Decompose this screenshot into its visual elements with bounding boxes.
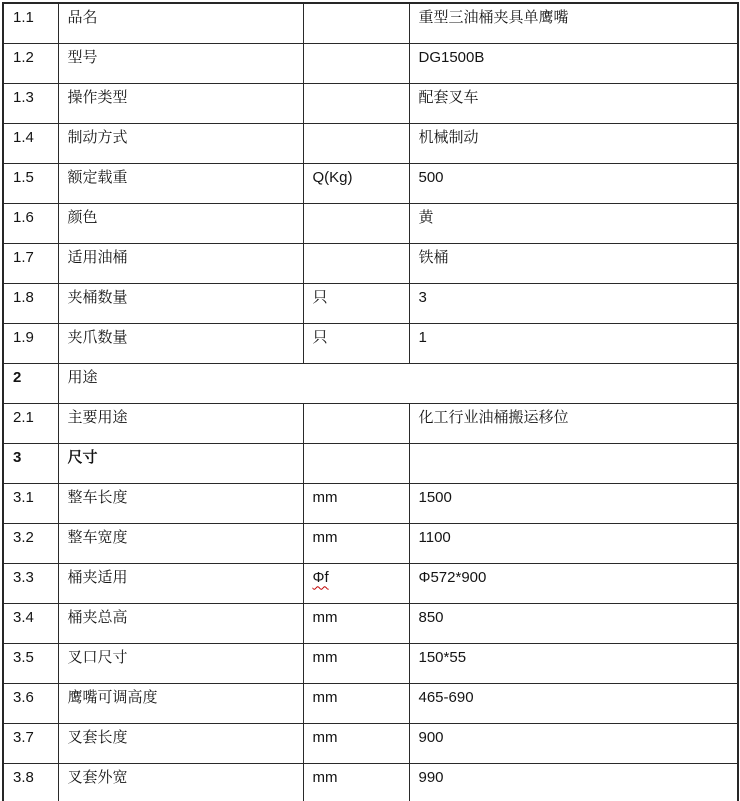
value-cell [409,323,738,363]
row-number-cell-text: 2 [13,368,22,386]
spec-name-cell [58,123,303,163]
unit-cell [303,403,409,443]
value-cell-text: 1 [418,328,427,346]
unit-cell [303,83,409,123]
unit-cell [303,603,409,643]
value-cell [409,123,738,163]
spec-name-cell [58,403,303,443]
unit-cell-text: mm [312,688,338,706]
value-cell-text: 3 [418,288,427,306]
value-cell-text: 铁桶 [418,248,449,266]
spec-name-cell-text: 叉套长度 [67,728,128,746]
row-number-cell [3,523,58,563]
table-row [3,283,738,323]
unit-cell [303,323,409,363]
value-cell [409,643,738,683]
value-cell [409,243,738,283]
table-row [3,683,738,723]
value-cell [409,203,738,243]
spec-name-cell-text: 品名 [67,9,98,26]
table-row [3,723,738,763]
value-cell [409,563,738,603]
row-number-cell [3,603,58,643]
value-cell-text: 重型三油桶夹具单鹰嘴 [418,9,569,26]
product-spec-table [2,2,739,801]
row-number-cell-text: 3.3 [13,568,34,586]
value-cell [409,3,738,43]
spec-name-cell-text: 桶夹适用 [67,568,128,586]
unit-cell-text: mm [312,728,338,746]
value-cell-text: 990 [418,768,444,786]
spec-name-cell-text: 鹰嘴可调高度 [67,688,158,706]
unit-cell [303,283,409,323]
value-cell [409,603,738,643]
value-cell-text: 1100 [418,528,451,546]
spec-name-cell-text: 叉套外宽 [67,768,128,786]
row-number-cell [3,563,58,603]
spec-name-cell [58,643,303,683]
spec-name-cell [58,43,303,83]
value-cell-text: 化工行业油桶搬运移位 [418,408,569,426]
row-number-cell [3,643,58,683]
row-number-cell-text: 1.7 [13,248,34,266]
value-cell-text: 机械制动 [418,128,479,146]
row-number-cell-text: 1.9 [13,328,34,346]
row-number-cell-text: 3.5 [13,648,34,666]
table-row [3,523,738,563]
table-row [3,83,738,123]
spec-name-cell-text: 制动方式 [67,128,128,146]
row-number-cell-text: 1.5 [13,168,34,186]
spec-name-cell-text: 适用油桶 [67,248,128,266]
table-row [3,763,738,801]
row-number-cell [3,163,58,203]
value-cell [409,723,738,763]
value-cell-text: DG1500B [418,48,485,66]
spec-name-cell [58,203,303,243]
table-row [3,43,738,83]
row-number-cell [3,723,58,763]
spec-name-cell [58,523,303,563]
row-number-cell-text: 1.8 [13,288,34,306]
row-number-cell [3,3,58,43]
unit-cell [303,723,409,763]
spec-name-cell-text: 尺寸 [67,448,98,466]
value-cell [409,443,738,483]
row-number-cell-text: 1.1 [13,9,34,26]
spec-name-cell [58,483,303,523]
spec-name-cell [58,163,303,203]
row-number-cell [3,403,58,443]
row-number-cell [3,363,58,403]
value-cell [409,403,738,443]
table-row [3,3,738,43]
row-number-cell-text: 1.6 [13,208,34,226]
row-number-cell-text: 3.6 [13,688,34,706]
spec-name-cell [58,283,303,323]
row-number-cell-text: 3 [13,448,22,466]
value-cell-text: 黄 [418,208,434,226]
unit-cell [303,523,409,563]
spec-name-cell [58,83,303,123]
spec-name-cell [58,363,738,403]
spec-name-cell [58,563,303,603]
row-number-cell-text: 1.2 [13,48,34,66]
unit-cell-text: 只 [312,328,328,346]
value-cell-text: 850 [418,608,444,626]
spec-name-cell [58,323,303,363]
value-cell [409,43,738,83]
spec-name-cell-text: 额定载重 [67,168,128,186]
value-cell [409,483,738,523]
unit-cell [303,163,409,203]
table-row [3,123,738,163]
spec-name-cell [58,763,303,801]
row-number-cell [3,443,58,483]
row-number-cell [3,83,58,123]
table-row [3,483,738,523]
row-number-cell-text: 3.1 [13,488,34,506]
row-number-cell [3,483,58,523]
value-cell-text: 500 [418,168,444,186]
value-cell [409,83,738,123]
row-number-cell [3,763,58,801]
value-cell-text: 1500 [418,488,452,506]
spec-name-cell-text: 桶夹总高 [67,608,128,626]
unit-cell-text: mm [312,528,338,546]
value-cell [409,283,738,323]
row-number-cell [3,203,58,243]
row-number-cell [3,43,58,83]
table-row [3,243,738,283]
row-number-cell-text: 3.7 [13,728,34,746]
unit-cell [303,123,409,163]
row-number-cell-text: 3.8 [13,768,34,786]
unit-cell-text: mm [312,648,338,666]
unit-cell [303,3,409,43]
unit-cell-text: mm [312,608,338,626]
row-number-cell [3,243,58,283]
value-cell-text: 配套叉车 [418,88,479,106]
spec-name-cell [58,723,303,763]
unit-cell-text: 只 [312,288,328,306]
spec-name-cell-text: 夹桶数量 [67,288,128,306]
unit-cell [303,763,409,801]
table-row [3,443,738,483]
unit-cell [303,643,409,683]
unit-cell-text: Q(Kg) [312,168,353,186]
row-number-cell-text: 3.2 [13,528,34,546]
value-cell [409,763,738,801]
spec-name-cell-text: 操作类型 [67,88,128,106]
row-number-cell [3,683,58,723]
unit-cell [303,243,409,283]
row-number-cell-text: 2.1 [13,408,34,426]
table-row [3,403,738,443]
unit-cell [303,683,409,723]
value-cell [409,683,738,723]
table-row [3,163,738,203]
spec-name-cell-text: 整车宽度 [67,528,128,546]
unit-cell [303,203,409,243]
value-cell-text: Φ572*900 [418,568,487,586]
value-cell [409,163,738,203]
document-page [0,2,740,801]
row-number-cell [3,323,58,363]
row-number-cell-text: 1.3 [13,88,34,106]
row-number-cell-text: 1.4 [13,128,34,146]
spec-name-cell-text: 主要用途 [67,408,128,426]
value-cell-text: 150*55 [418,648,467,666]
spec-name-cell [58,683,303,723]
unit-cell-text: Φf [312,568,329,586]
spec-name-cell-text: 夹爪数量 [67,328,128,346]
value-cell-text: 900 [418,728,444,746]
table-row [3,203,738,243]
value-cell [409,523,738,563]
unit-cell-text: mm [312,488,338,506]
spec-name-cell-text: 颜色 [67,208,98,226]
unit-cell-text: mm [312,768,338,786]
table-row [3,363,738,403]
spec-name-cell [58,243,303,283]
table-row [3,603,738,643]
row-number-cell-text: 3.4 [13,608,34,626]
unit-cell [303,483,409,523]
table-row [3,643,738,683]
spec-name-cell-text: 型号 [67,48,98,66]
row-number-cell [3,283,58,323]
unit-cell [303,563,409,603]
spec-name-cell [58,443,303,483]
spec-name-cell [58,603,303,643]
spec-name-cell-text: 叉口尺寸 [67,648,128,666]
value-cell-text: 465-690 [418,688,474,706]
spec-name-cell-text: 用途 [67,368,98,386]
unit-cell [303,43,409,83]
spec-table-body [3,3,738,801]
row-number-cell [3,123,58,163]
spec-name-cell-text: 整车长度 [67,488,128,506]
unit-cell [303,443,409,483]
table-row [3,563,738,603]
spec-name-cell [58,3,303,43]
table-row [3,323,738,363]
